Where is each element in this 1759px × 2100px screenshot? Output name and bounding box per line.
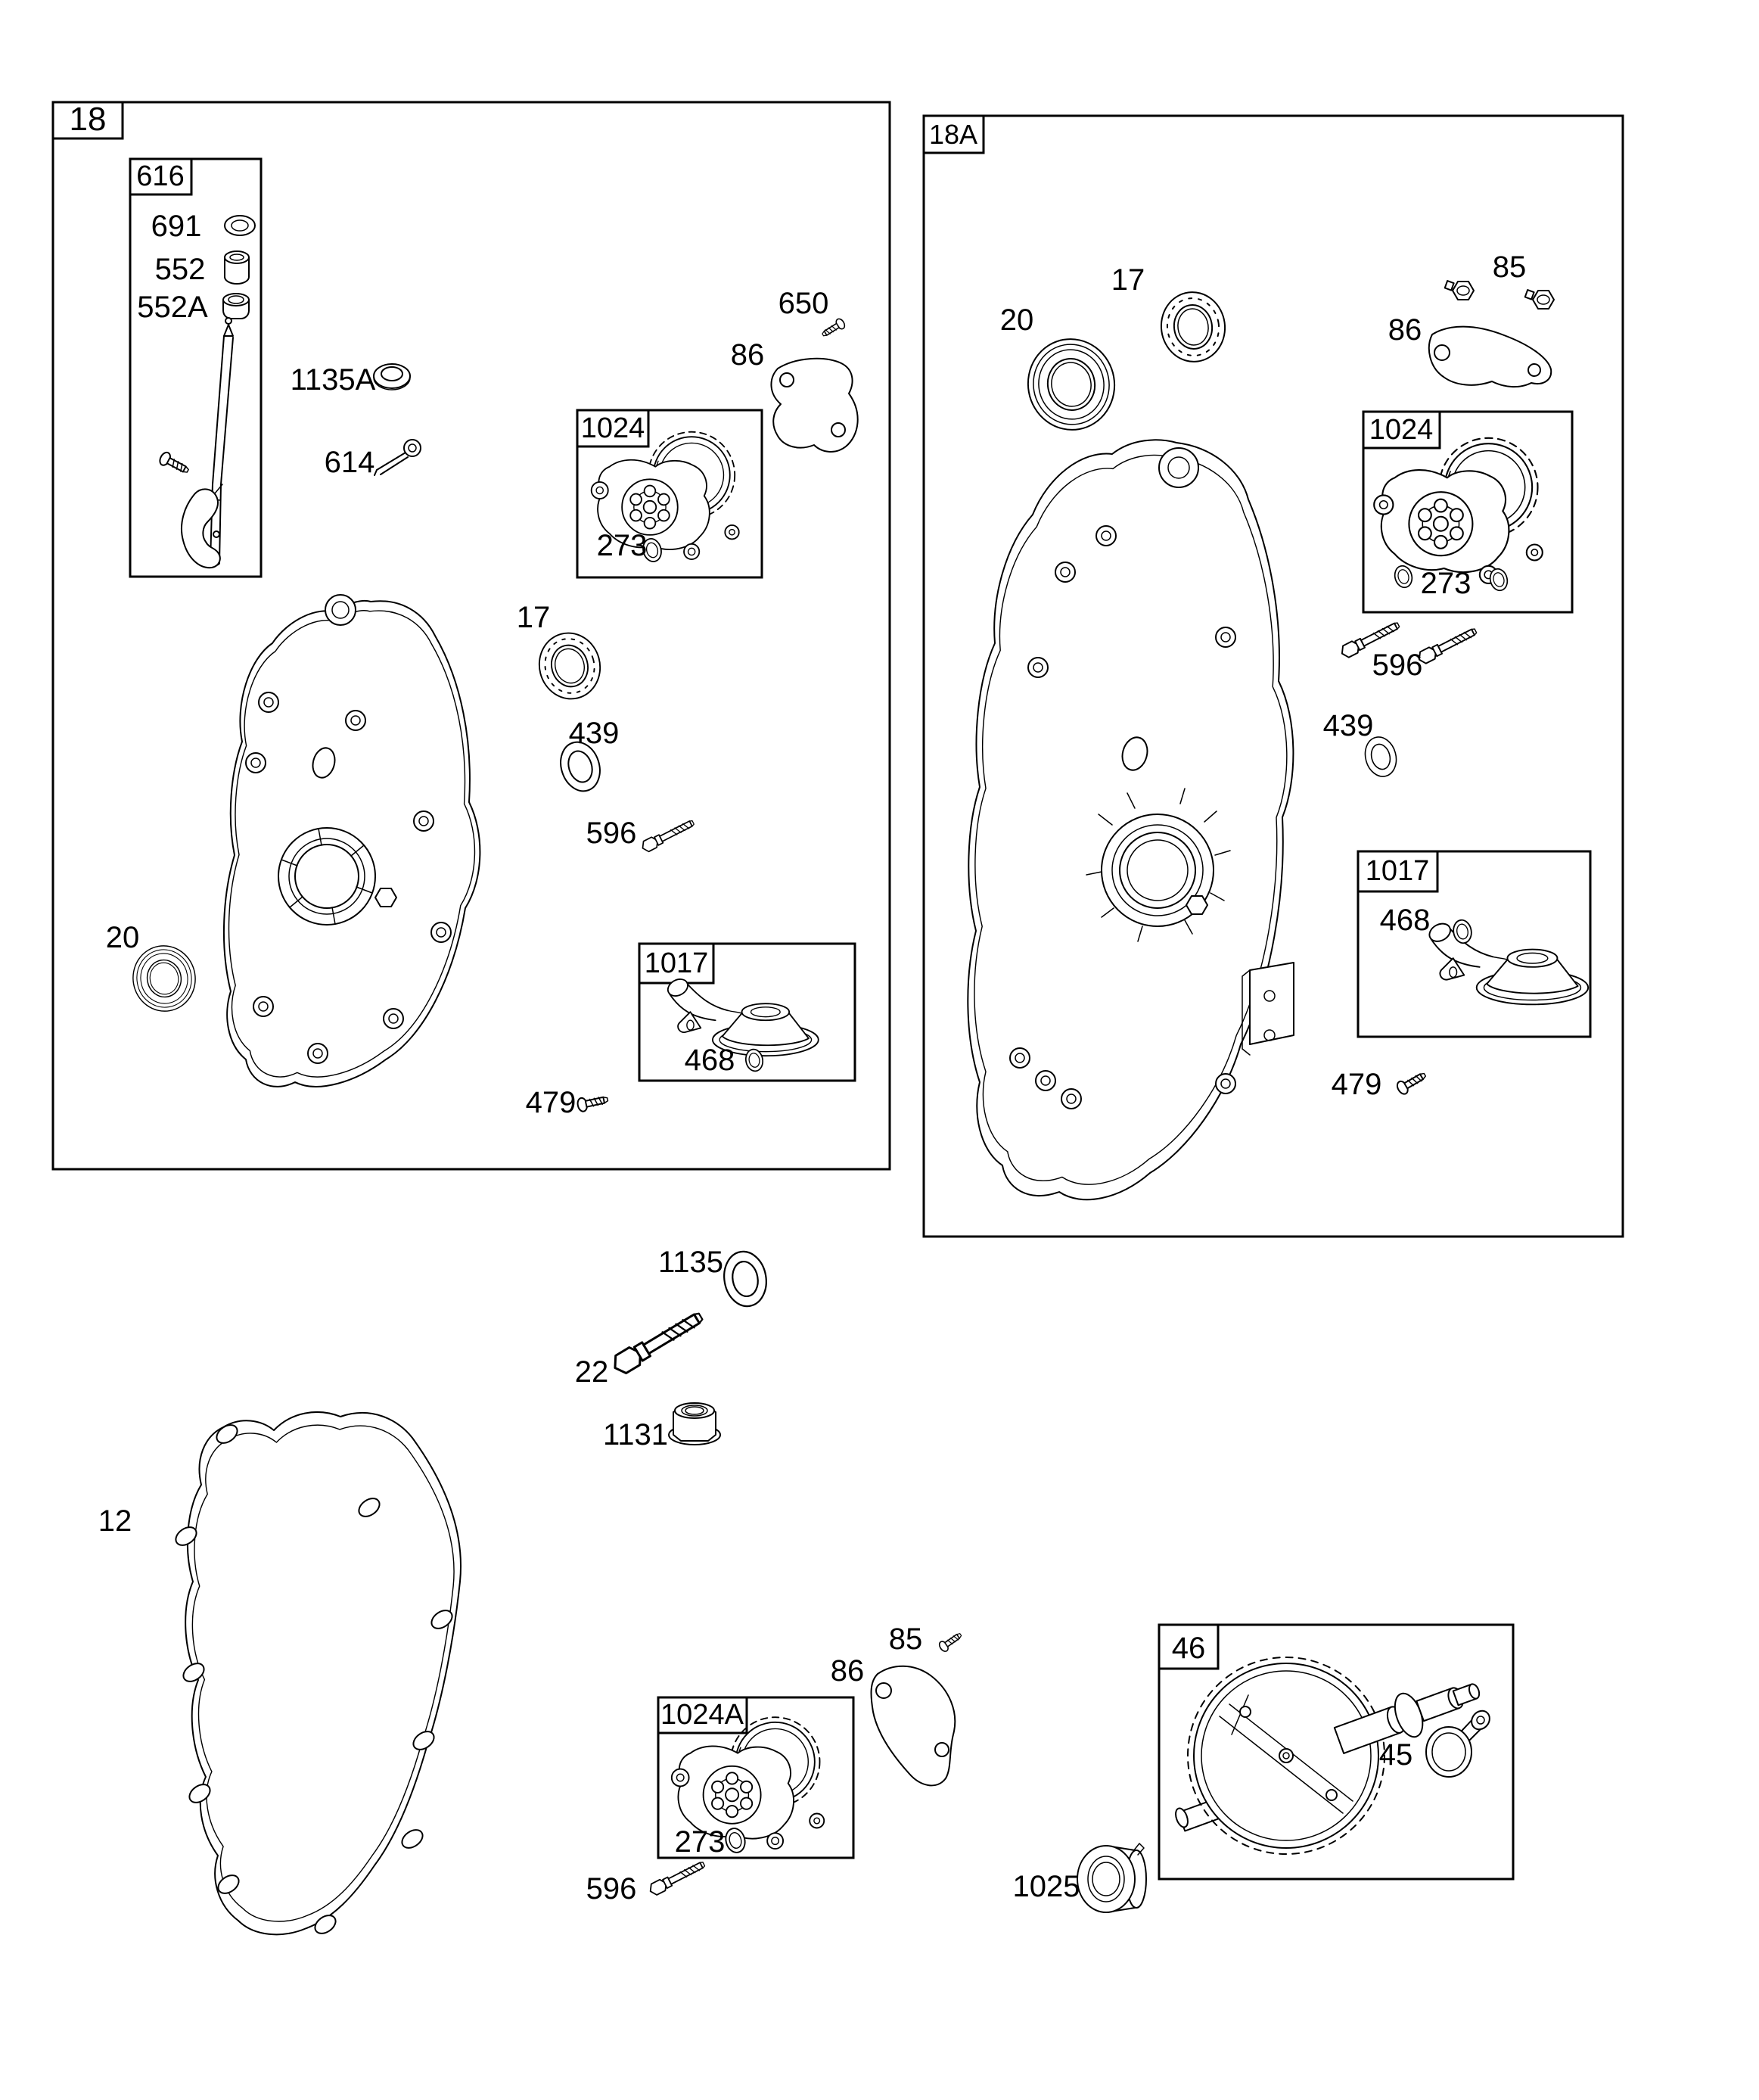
callout-479-right: 479 xyxy=(1331,1068,1382,1101)
callout-1135: 1135 xyxy=(657,1246,724,1279)
ring-1135a-drawing xyxy=(374,364,410,390)
bolt-596-left-drawing xyxy=(640,817,696,854)
callout-614: 614 xyxy=(324,446,375,479)
bolt-596-right-drawing-2 xyxy=(1416,625,1478,665)
callout-86-right: 86 xyxy=(1388,313,1422,347)
gasket-86-right-drawing xyxy=(1429,327,1551,387)
cotter-pin-614-drawing xyxy=(374,440,421,475)
oil-pump-1024-right-drawing xyxy=(1374,438,1543,583)
callout-17-right: 17 xyxy=(1111,263,1145,297)
callout-86-bottom: 86 xyxy=(830,1654,865,1688)
bushing-552-drawing xyxy=(225,251,249,284)
callout-596-left: 596 xyxy=(586,817,637,850)
crankcase-cover-18-drawing xyxy=(224,595,480,1087)
inset-box-1017-right xyxy=(1358,851,1590,1037)
callout-439-left: 439 xyxy=(568,717,620,750)
hub-1025-drawing xyxy=(1077,1843,1146,1912)
inset-1024-left-label: 1024 xyxy=(580,412,645,444)
inset-46-label: 46 xyxy=(1171,1632,1206,1665)
callout-650: 650 xyxy=(778,287,829,320)
washer-691-drawing xyxy=(225,216,255,235)
inset-616-label: 616 xyxy=(136,160,185,192)
panel-18a-label: 18A xyxy=(928,119,978,150)
callout-20-right: 20 xyxy=(999,303,1034,337)
callout-273-right: 273 xyxy=(1420,567,1472,600)
callout-12: 12 xyxy=(98,1504,132,1538)
screw-85-bottom-drawing xyxy=(937,1630,963,1653)
bolt-22-drawing xyxy=(610,1308,706,1377)
gasket-12-drawing xyxy=(172,1412,461,1937)
callout-22: 22 xyxy=(574,1355,609,1389)
gasket-86-left-drawing xyxy=(771,359,857,452)
callout-17-left: 17 xyxy=(516,601,551,634)
gasket-86-bottom-drawing xyxy=(872,1666,956,1786)
nut-85-right-drawing-1 xyxy=(1445,281,1474,300)
callout-439-right: 439 xyxy=(1322,709,1374,742)
bolt-596-bottom-drawing xyxy=(648,1859,707,1896)
callout-85-right: 85 xyxy=(1492,250,1527,284)
callout-596-bottom: 596 xyxy=(586,1872,637,1906)
callout-552a: 552A xyxy=(137,291,208,324)
inset-1017-right-label: 1017 xyxy=(1365,855,1430,887)
callout-1131: 1131 xyxy=(602,1418,669,1451)
callout-468-left: 468 xyxy=(684,1044,735,1077)
tappet-45-drawing xyxy=(1426,1707,1493,1777)
cup-552a-drawing xyxy=(223,294,249,319)
nut-85-right-drawing-2 xyxy=(1525,290,1554,309)
oil-pickup-1017-right-drawing xyxy=(1426,920,1588,1004)
callout-273-left: 273 xyxy=(596,529,648,562)
callout-691: 691 xyxy=(151,210,202,243)
callout-86-left: 86 xyxy=(730,338,765,372)
callout-552: 552 xyxy=(154,253,206,286)
oring-273-right-drawing-1 xyxy=(1393,564,1415,590)
inset-1024a-label: 1024A xyxy=(660,1699,744,1731)
callout-1135a: 1135A xyxy=(290,363,376,397)
inset-1017-left-label: 1017 xyxy=(644,947,709,979)
seal-20-right-drawing xyxy=(1021,332,1121,437)
bearing-17-right-drawing xyxy=(1157,288,1229,366)
callout-273-bottom: 273 xyxy=(674,1825,726,1859)
governor-screw-drawing xyxy=(158,451,191,478)
crankcase-cover-18a-drawing xyxy=(968,440,1294,1199)
governor-shaft-drawing xyxy=(210,318,233,565)
callout-596-right: 596 xyxy=(1372,649,1423,682)
callout-1025: 1025 xyxy=(1012,1870,1080,1903)
callout-85-bottom: 85 xyxy=(888,1622,923,1656)
oring-468-right-drawing xyxy=(1452,919,1473,944)
callout-479-left: 479 xyxy=(525,1086,576,1119)
inset-1024-right-label: 1024 xyxy=(1369,414,1434,446)
callout-45: 45 xyxy=(1378,1738,1413,1772)
screw-479-right-drawing xyxy=(1395,1069,1428,1097)
nut-1131-drawing xyxy=(669,1403,720,1445)
screw-650-drawing xyxy=(820,317,847,339)
governor-fork-drawing xyxy=(182,484,222,568)
screw-479-left-drawing xyxy=(576,1093,609,1112)
callout-20-left: 20 xyxy=(105,921,140,954)
bearing-17-left-drawing xyxy=(532,626,608,705)
panel-18-label: 18 xyxy=(69,101,107,138)
washer-1135-drawing xyxy=(720,1248,771,1309)
callout-468-right: 468 xyxy=(1379,904,1431,937)
